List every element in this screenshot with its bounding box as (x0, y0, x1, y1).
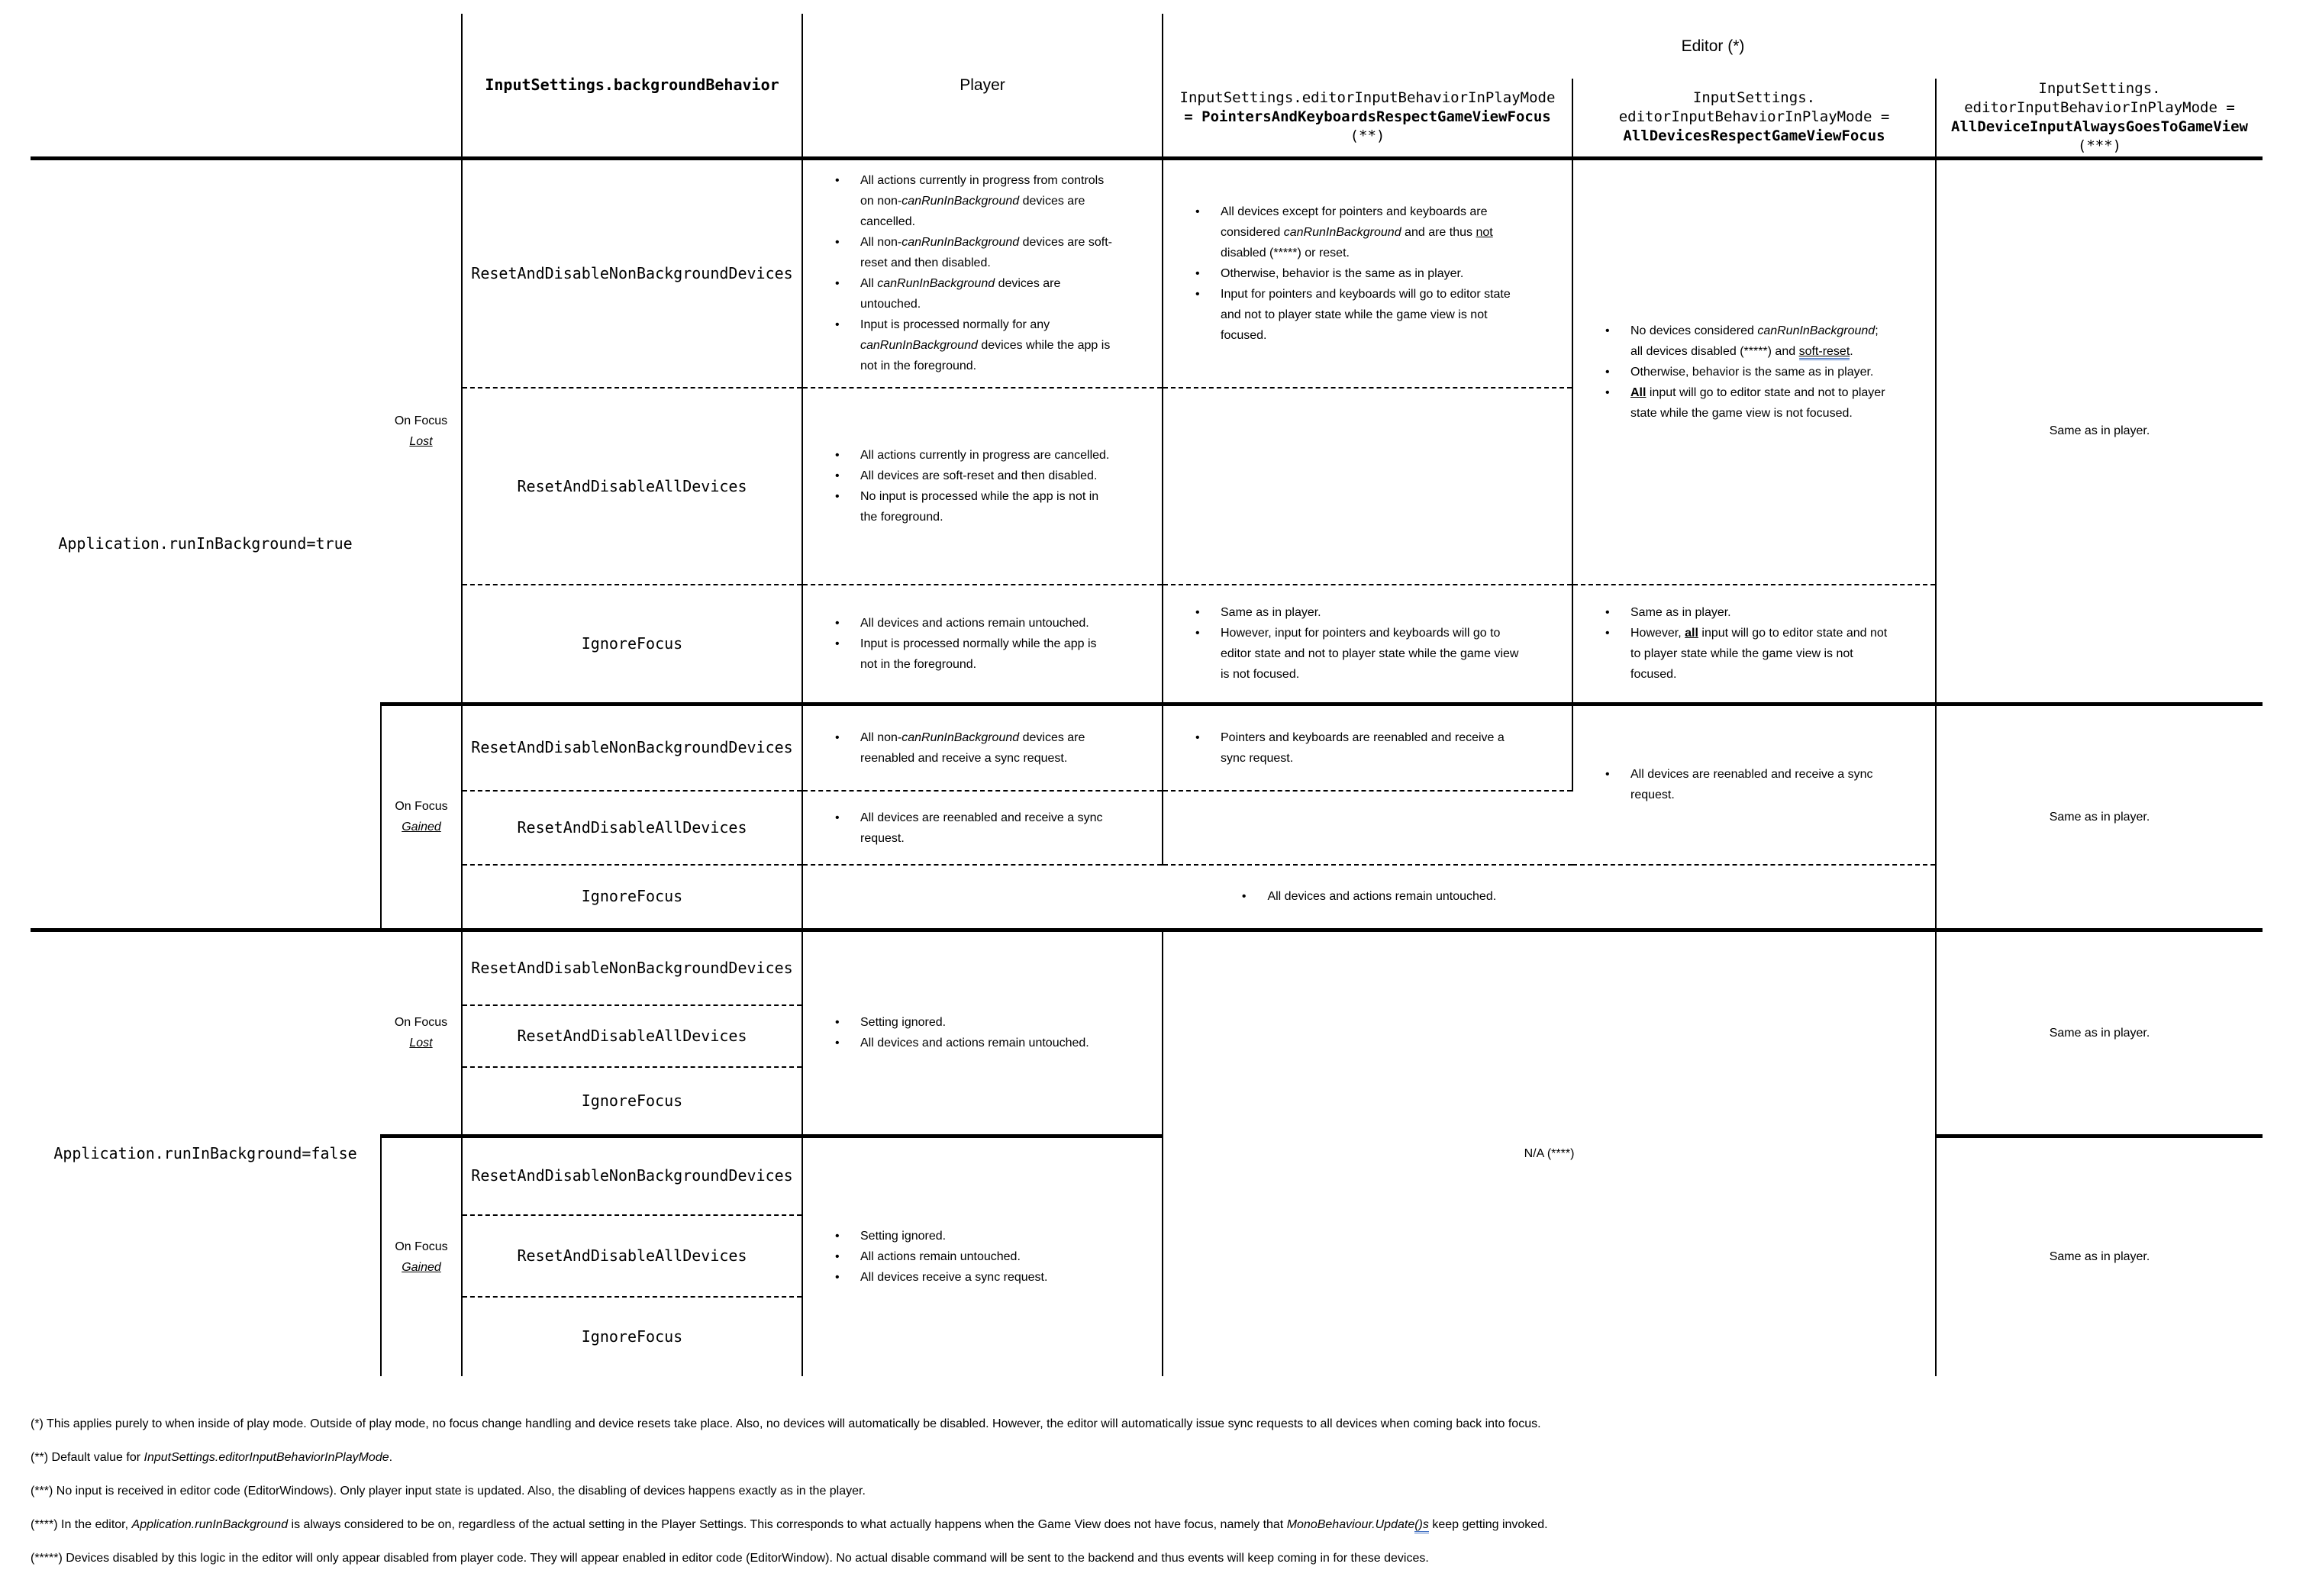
cell-true-lost-ignore-editor-alldevices (1572, 585, 1936, 704)
text-segment: Pointers and keyboards are reenabled and receive a sync request. (1221, 730, 1505, 765)
bullet-item (832, 634, 1116, 675)
text-segment: devices are reenabled and receive a sync request. (860, 730, 1085, 765)
header-cell-background-behavior (462, 14, 802, 158)
text-segment: All devices and actions remain untouched. (860, 1037, 1089, 1049)
cell-true-lost-editor-allinput: Same as in player. (1936, 158, 2263, 704)
bullet-item (1602, 602, 1889, 623)
cell-true-gained-resetall-player (802, 791, 1163, 865)
text-line (1573, 127, 1935, 146)
bullet-item (832, 273, 1116, 314)
text-segment: However, (1630, 627, 1685, 640)
cell-false-gained-resetnon-label: ResetAndDisableNonBackgroundDevices (462, 1136, 802, 1215)
cell-true-gained-resetnon-label: ResetAndDisableNonBackgroundDevices (462, 704, 802, 791)
bullet-list (1192, 602, 1526, 685)
text-line (381, 1012, 461, 1033)
text-segment: All devices except for pointers and keyboards are considered (1221, 205, 1488, 239)
cell-true-lost-resetall-label: ResetAndDisableAllDevices (462, 388, 802, 585)
header-cell-empty-focus (381, 14, 462, 158)
text-segment: and are thus (1401, 225, 1476, 239)
text-line (463, 75, 801, 95)
text-segment: InputSettings. (1692, 89, 1816, 107)
cell-false-lost-editor-allinput: Same as in player. (1936, 930, 2263, 1136)
bullet-item (832, 727, 1116, 769)
text-segment: disabled (*****) or reset. (1221, 246, 1350, 260)
cell-true-gained-resetnon-player (802, 704, 1163, 791)
bullet-item (832, 445, 1116, 466)
text-line (1163, 89, 1572, 108)
bullet-item (832, 170, 1116, 232)
cell-app-false: Application.runInBackground=false (53, 1144, 357, 1163)
text-line (381, 431, 461, 452)
cell-true-lost-focus (381, 158, 462, 704)
text-line (382, 817, 461, 837)
text-segment: keep getting invoked. (1428, 1518, 1548, 1531)
cell-true-gained-editor-alldevices-span (1572, 704, 1936, 865)
bullet-list (832, 613, 1116, 675)
text-segment: All devices are reenabled and receive a sync request. (860, 811, 1103, 845)
text-segment: canRunInBackground (860, 339, 978, 353)
text-segment: Gained (402, 1260, 441, 1274)
cell-true-gained-resetall-label: ResetAndDisableAllDevices (462, 791, 802, 865)
text-segment: All actions remain untouched. (860, 1250, 1021, 1264)
text-segment: Input is processed normally while the app is not in the foreground. (860, 637, 1097, 671)
text-segment: All (1630, 385, 1647, 399)
bullet-list (832, 445, 1116, 527)
cell-true-gained-ignore-label: IgnoreFocus (462, 865, 802, 930)
text-segment: All devices and actions remain untouched. (1267, 890, 1497, 904)
header-cell-editor-group: Editor (*) (1681, 37, 1745, 55)
footnote-5 (31, 1548, 2305, 1569)
text-segment: All (860, 277, 878, 291)
text-line (381, 1033, 461, 1053)
text-line (1163, 108, 1572, 127)
row-true-lost-resetnon (31, 158, 2263, 388)
cell-false-gained-focus (381, 1136, 462, 1376)
cell-false-lost-resetall-label: ResetAndDisableAllDevices (462, 1005, 802, 1067)
text-segment: ()s (1414, 1518, 1429, 1533)
text-segment: InputSettings.editorInputBehaviorInPlayMode (1179, 89, 1556, 107)
bullet-item (832, 1033, 1116, 1053)
bullet-item (1192, 623, 1526, 685)
text-segment: (****) In the editor, (31, 1518, 132, 1531)
footnote-3 (31, 1481, 2305, 1501)
text-segment: On Focus (395, 1240, 448, 1253)
bullet-list (832, 170, 1116, 376)
footnote-4 (31, 1514, 2305, 1535)
header-cell-editor-allinput (1936, 79, 2263, 158)
text-line (1573, 108, 1935, 127)
text-segment: canRunInBackground (877, 277, 995, 291)
text-segment: All non- (860, 730, 902, 744)
bullet-list (1192, 202, 1526, 346)
text-segment: (***) (2077, 137, 2122, 154)
text-segment: canRunInBackground (901, 730, 1020, 744)
centered-bullet-item (803, 886, 1935, 907)
bullet-item (1602, 623, 1889, 685)
footnote-2 (31, 1447, 2305, 1468)
cell-false-lost-player (802, 930, 1163, 1136)
bullet-text (1267, 886, 1496, 907)
header-cell-editor-pointers (1163, 79, 1572, 158)
row-false-lost-resetnon (31, 930, 2263, 1005)
cell-false-lost-ignore-label: IgnoreFocus (462, 1067, 802, 1136)
cell-false-gained-editor-allinput: Same as in player. (1936, 1136, 2263, 1376)
text-segment: All devices receive a sync request. (860, 1271, 1048, 1285)
cell-false-gained-player (802, 1136, 1163, 1376)
text-segment: Input is processed normally for any (860, 318, 1050, 332)
text-segment: (*****) Devices disabled by this logic in the editor will only appear disabled from player code. They will appear enabled in editor code (EditorWindow). No actual disable command will be sent to the backend and thus events will keep coming in for these devices. (31, 1552, 1429, 1565)
cell-true-lost-resetnon-label: ResetAndDisableNonBackgroundDevices (462, 158, 802, 388)
text-line (381, 411, 461, 431)
cell-true-lost-editor-alldevices-span (1572, 158, 1936, 585)
text-segment: editorInputBehaviorInPlayMode = (1964, 98, 2235, 116)
cell-true-lost-resetall-editor-pointers-empty (1163, 388, 1572, 585)
footnotes (31, 1414, 2305, 1581)
text-segment: Application.runInBackground (131, 1518, 289, 1531)
text-segment: . (389, 1451, 393, 1464)
bullet-list (832, 808, 1116, 849)
text-segment: No input is processed while the app is not in the foreground. (860, 490, 1099, 524)
text-line (1163, 127, 1572, 146)
cell-false-lost-focus (381, 930, 462, 1136)
cell-true-gained-resetnon-editor-pointers (1163, 704, 1572, 791)
cell-false-lost-resetnon-label: ResetAndDisableNonBackgroundDevices (462, 930, 802, 1005)
text-segment: On Focus (394, 414, 448, 427)
text-segment: On Focus (394, 1016, 448, 1029)
text-segment: All non- (860, 236, 902, 250)
text-segment: (*) This applies purely to when inside of play mode. Outside of play mode, no focus change handling and device resets take place. Also, no devices will automatically be disabled. However, the editor will automatically issue sync requests to all devices when coming back into focus. (31, 1417, 1541, 1430)
bullet-item (832, 1267, 1116, 1288)
bullet-icon (1242, 886, 1247, 907)
bullet-item (1602, 764, 1889, 805)
text-segment: devices are soft-reset and then disabled. (860, 236, 1112, 270)
text-segment: editorInputBehaviorInPlayMode = (1618, 108, 1890, 126)
cell-true-lost-ignore-label: IgnoreFocus (462, 585, 802, 704)
text-segment: All devices are soft-reset and then disabled. (860, 469, 1098, 482)
text-segment: not (1476, 225, 1493, 239)
bullet-item (1192, 727, 1526, 769)
text-segment: = PointersAndKeyboardsRespectGameViewFocus (1184, 108, 1551, 126)
text-line (1937, 98, 2263, 118)
bullet-item (1192, 202, 1526, 263)
behavior-table (31, 14, 2263, 1376)
text-segment: All actions currently in progress are cancelled. (860, 449, 1110, 462)
cell-true-lost-ignore-player (802, 585, 1163, 704)
text-line (1937, 79, 2263, 98)
bullet-list (832, 727, 1116, 769)
bullet-list (1602, 321, 1889, 424)
text-segment: AllDevicesRespectGameViewFocus (1623, 127, 1885, 145)
text-line (382, 796, 461, 817)
text-segment: InputSettings.editorInputBehaviorInPlayMode (144, 1451, 389, 1464)
text-segment: (**) Default value for (31, 1451, 144, 1464)
text-segment: canRunInBackground (901, 236, 1020, 250)
footnote-1 (31, 1414, 2305, 1434)
text-segment: No devices considered (1630, 324, 1758, 337)
bullet-item (1602, 321, 1889, 362)
text-segment: All devices are reenabled and receive a sync request. (1630, 768, 1873, 802)
bullet-item (1602, 382, 1889, 424)
bullet-list (832, 1012, 1116, 1053)
text-segment: Setting ignored. (860, 1016, 947, 1029)
soft-reset-link[interactable]: soft-reset (1799, 345, 1850, 360)
cell-true-lost-resetnon-player (802, 158, 1163, 388)
header-cell-empty-app (31, 14, 381, 158)
bullet-list (1602, 764, 1889, 805)
bullet-item (1602, 362, 1889, 382)
text-segment: (***) No input is received in editor code (EditorWindows). Only player input state is updated. Also, the disabling of devices happens exactly as in the player. (31, 1485, 866, 1498)
bullet-list (1602, 602, 1889, 685)
text-segment: On Focus (395, 800, 448, 813)
text-segment: input will go to editor state and not to player state while the game view is not focused. (1630, 627, 1888, 682)
text-segment: devices are cancelled. (860, 195, 1085, 229)
text-segment: Lost (409, 434, 433, 448)
text-line (1937, 118, 2263, 137)
bullet-item (832, 486, 1116, 527)
cell-false-na: N/A (****) (1163, 930, 1936, 1376)
text-segment: canRunInBackground (1283, 225, 1401, 239)
text-segment: Same as in player. (1221, 606, 1321, 620)
text-segment: Lost (409, 1037, 433, 1049)
bullet-item (1192, 263, 1526, 284)
cell-true-lost-resetall-player (802, 388, 1163, 585)
text-segment: ; all devices disabled (*****) and (1630, 324, 1879, 358)
text-line (382, 1257, 461, 1278)
text-line (382, 1236, 461, 1257)
text-segment: (**) (1350, 127, 1385, 145)
text-segment: All actions currently in progress from controls on non- (860, 174, 1105, 208)
cell-false-gained-ignore-label: IgnoreFocus (462, 1297, 802, 1376)
header-cell-player: Player (802, 14, 1163, 158)
text-segment: canRunInBackground (1757, 324, 1876, 337)
text-segment: Same as in player. (1630, 606, 1731, 620)
text-segment: All devices and actions remain untouched. (860, 616, 1089, 630)
text-line (1573, 89, 1935, 108)
text-segment: input will go to editor state and not to player state while the game view is not focused. (1630, 385, 1885, 420)
bullet-item (832, 314, 1116, 376)
text-segment: devices while the app is not in the foreground. (860, 339, 1111, 373)
cell-true-lost-ignore-editor-pointers (1163, 585, 1572, 704)
cell-true-gained-ignore-merged (802, 865, 1936, 930)
cell-true-gained-focus (381, 704, 462, 930)
bullet-item (832, 808, 1116, 849)
text-segment: InputSettings.backgroundBehavior (485, 75, 779, 94)
text-segment: is always considered to be on, regardless of the actual setting in the Player Settings. This corresponds to what actually happens when the Game View does not have focus, namely that (288, 1518, 1287, 1531)
bullet-item (832, 1012, 1116, 1033)
cell-true-gained-resetall-editor-pointers-empty (1163, 791, 1572, 865)
bullet-item (1192, 602, 1526, 623)
text-line (1937, 137, 2263, 156)
text-segment: MonoBehaviour.Update (1286, 1518, 1415, 1531)
cell-false-gained-resetall-label: ResetAndDisableAllDevices (462, 1215, 802, 1297)
text-segment: Otherwise, behavior is the same as in player. (1630, 365, 1874, 379)
bullet-item (832, 1226, 1116, 1246)
text-segment: canRunInBackground (901, 195, 1020, 208)
bullet-item (1192, 284, 1526, 346)
cell-true-lost-resetnon-editor-pointers (1163, 158, 1572, 388)
bullet-item (832, 1246, 1116, 1267)
text-segment: Otherwise, behavior is the same as in player. (1221, 266, 1464, 280)
text-segment: However, input for pointers and keyboards will go to editor state and not to player state while the game view is not focused. (1221, 627, 1519, 682)
cell-app-true: Application.runInBackground=true (31, 158, 381, 930)
bullet-list (832, 1226, 1116, 1288)
text-segment: AllDeviceInputAlwaysGoesToGameView (1951, 118, 2248, 135)
bullet-item (832, 466, 1116, 486)
text-segment: all (1685, 627, 1698, 640)
text-segment: Setting ignored. (860, 1230, 947, 1243)
bullet-list (1192, 727, 1526, 769)
bullet-item (832, 613, 1116, 634)
text-segment: InputSettings. (2038, 79, 2161, 97)
bullet-item (832, 232, 1116, 273)
text-segment: . (1850, 344, 1853, 358)
header-cell-editor-alldevices (1572, 79, 1936, 158)
text-segment: Gained (402, 821, 441, 833)
text-segment: Input for pointers and keyboards will go to editor state and not to player state while the game view is not focused. (1221, 287, 1511, 342)
text-segment: devices are untouched. (860, 277, 1061, 311)
header-row-editor-group (31, 14, 2263, 79)
cell-true-gained-editor-allinput: Same as in player. (1936, 704, 2263, 930)
